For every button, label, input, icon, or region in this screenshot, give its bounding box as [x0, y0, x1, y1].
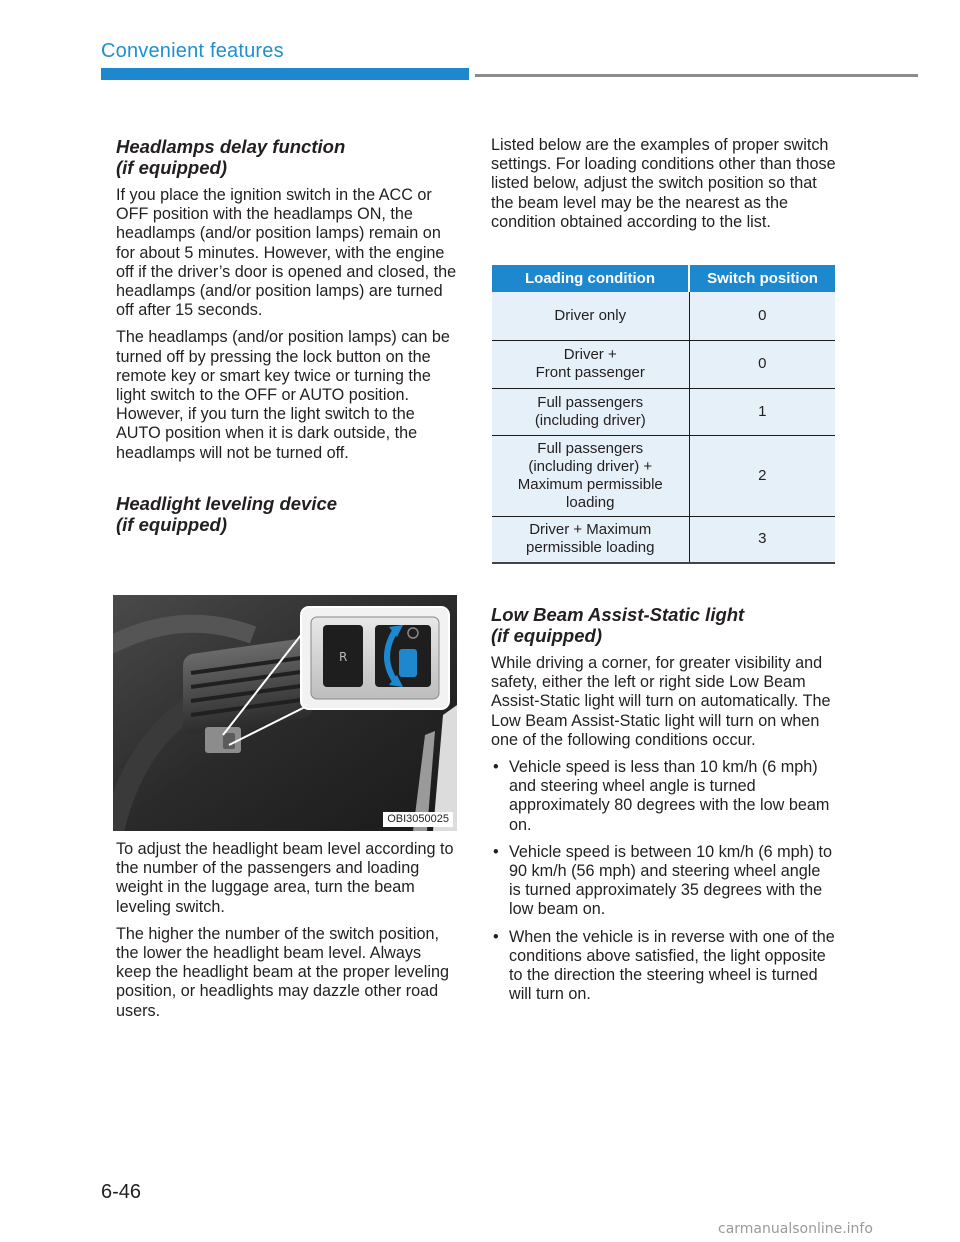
table-row	[492, 292, 835, 340]
list-item: • When the vehicle is in reverse with one of the conditions above satisfied, the light opposite to the direction the steering wheel is turned will turn on.	[491, 928, 836, 1005]
table-cell-position: 2	[689, 435, 835, 516]
table-cell-position: 1	[689, 388, 835, 435]
left-column-top	[116, 136, 460, 543]
table-row	[492, 516, 835, 562]
table-row	[492, 340, 835, 388]
table-cell-condition: Full passengers (including driver)	[492, 388, 689, 435]
right-column-intro	[491, 136, 836, 240]
table-row	[492, 435, 835, 516]
page-number: 6-46	[101, 1181, 142, 1203]
dashboard-illustration	[113, 595, 457, 831]
conditions-list	[491, 758, 836, 1004]
table-bottom-rule	[492, 562, 835, 564]
table-row	[492, 388, 835, 435]
paragraph: Listed below are the examples of proper switch settings. For loading conditions other than those listed below, adjust the switch position so that the beam level may be the nearest as the condition obtained according to the list.	[491, 136, 836, 231]
leveling-switch-photo	[113, 595, 457, 831]
headlight-leveling-heading	[116, 493, 460, 535]
paragraph: The higher the number of the switch position, the lower the headlight beam level. Always keep the headlight beam at the proper leveling position, or headlights may dazzle other road users.	[116, 924, 449, 1020]
paragraph: While driving a corner, for greater visibility and safety, either the left or right side Low Beam Assist-Static light will turn on automatically. The Low Beam Assist-Static light will turn on when one of the following conditions occur.	[491, 654, 831, 749]
photo-code-label: OBI3050025	[383, 812, 453, 827]
table-cell-position: 0	[689, 340, 835, 388]
heading-line-2: (if equipped)	[116, 157, 227, 178]
list-item: • Vehicle speed is less than 10 km/h (6 mph) and steering wheel angle is turned approximately 80 degrees with the low beam on.	[491, 758, 836, 835]
left-column-bottom	[116, 840, 460, 1029]
headlamps-delay-heading	[116, 136, 460, 178]
paragraph: The headlamps (and/or position lamps) can be turned off by pressing the lock button on the remote key or smart key twice or turning the light switch to the OFF or AUTO position. However, if you turn the light switch to the AUTO position when it is dark outside, the headlamps will not be turned off.	[116, 328, 450, 462]
heading-line-2: (if equipped)	[491, 625, 602, 646]
table-cell-position: 3	[758, 530, 767, 548]
watermark: carmanualsonline.info	[718, 1221, 873, 1237]
header-rule-grey	[475, 74, 918, 77]
heading-line-2: (if equipped)	[116, 513, 227, 535]
svg-text:R: R	[339, 650, 348, 664]
list-item: • Vehicle speed is between 10 km/h (6 mph) to 90 km/h (56 mph) and steering wheel angle is turned approximately 35 degrees with the low beam on.	[491, 843, 836, 920]
low-beam-assist-heading	[491, 604, 836, 646]
right-column-lbas	[491, 604, 836, 1012]
section-header: Convenient features	[101, 40, 284, 62]
table-cell-position: 0	[689, 292, 835, 340]
paragraph: If you place the ignition switch in the ACC or OFF position with the headlamps ON, the headlamps (and/or position lamps) remain on for about 5 minutes. However, with the engine off if the driver’s door is opened and closed, the headlamps (and/or position lamps) are turned off after 15 seconds.	[116, 186, 457, 320]
switch-settings-table	[492, 265, 835, 562]
heading-line-1: Low Beam Assist-Static light	[491, 604, 745, 625]
table-header-position: Switch position	[689, 265, 835, 292]
paragraph: To adjust the headlight beam level according to the number of the passengers and loading weight in the luggage area, turn the beam leveling switch.	[116, 840, 454, 916]
heading-line-1: Headlamps delay function	[116, 136, 346, 157]
table-cell-condition: Driver only	[492, 292, 689, 340]
heading-line-1: Headlight leveling device	[116, 492, 338, 514]
table-cell-condition: Full passengers (including driver) + Maximum permissible loading	[492, 435, 689, 516]
table-header-loading: Loading condition	[492, 265, 689, 292]
table-cell-condition: Driver + Maximum permissible loading	[492, 516, 689, 562]
table-cell-condition: Driver + Front passenger	[492, 340, 689, 388]
header-rule-accent	[101, 68, 469, 80]
